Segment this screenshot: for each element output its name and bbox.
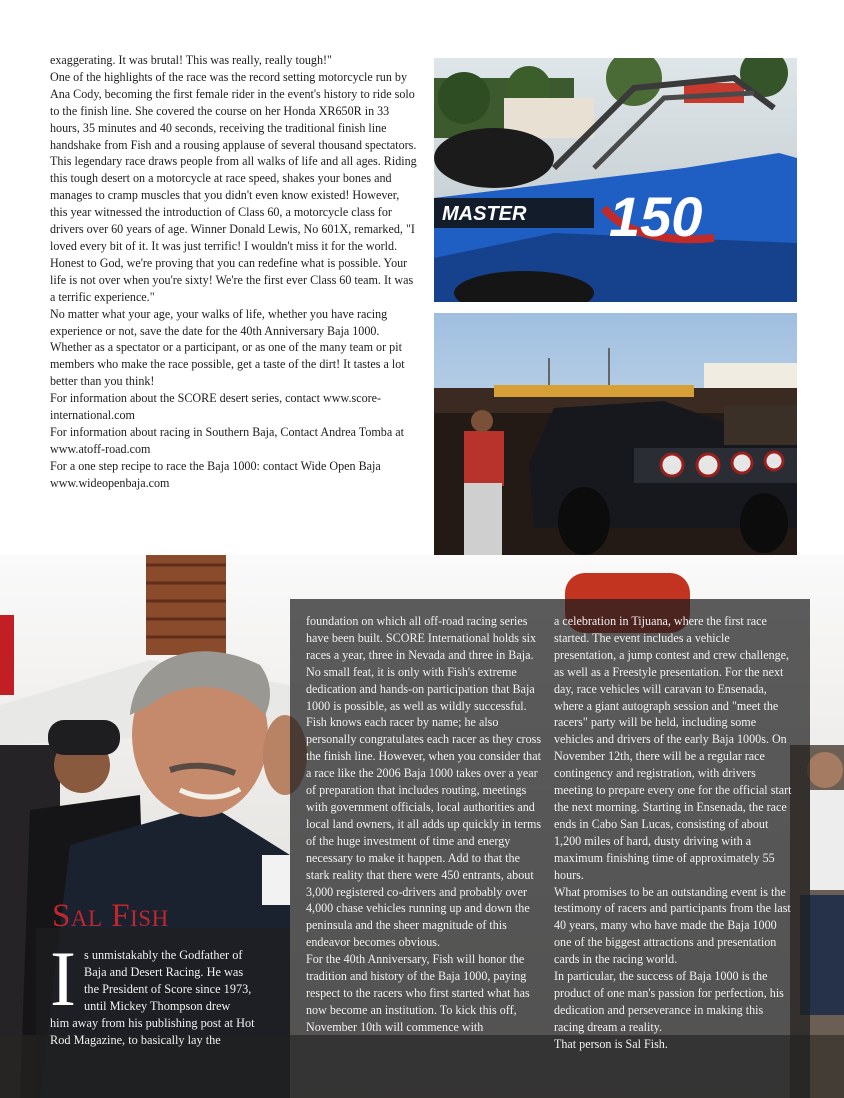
drop-cap: I [50,935,76,1022]
article-column-top [50,52,418,492]
paragraph: For information about the SCORE desert series, contact www.score-international.com [50,391,382,423]
paragraph: No matter what your age, your walks of life, whether you have racing experience or not, save the date for the 40th Anniversary Baja 1000. Whether as a spectator or a participant, or as one of the many team or pit members who make the race possible, get a taste of the dirt! It tastes a lot better than you think! [50,306,405,389]
intro-line: s unmistakably the Godfather of [84,948,243,962]
intro-rest: him away from his publishing post at Hot Rod Magazine, to basically lay the [50,1015,255,1047]
paragraph: foundation on which all off-road racing series have been built. SCORE International holds six races a year, three in Nevada and three in Baja. No small feat, it is only with Fish's extreme dedication and hands-on participation that Baja 1000 is possible, as well as wildly successful. Fish knows each racer by name; he also personally congratulates each racer as they cross the finish line. However, when you consider that a race like the 2006 Baja 1000 takes over a year of preparation that includes routing, meetings with government officials, local authorities and local land owners, it all adds up quickly in terms of the huge investment of time and energy necessary to make it happen. Add to that the stark reality that there were 450 entrants, about 3,000 registered co-drivers and probably over 4,000 chase vehicles running up and down the peninsula and the sheer magnitude of this endeavor becomes obvious. [306,614,542,950]
intro-line: the President of Score since 1973, [84,981,252,996]
profile-title: Sal Fish [52,898,169,934]
article-column-right [554,613,794,1053]
truck-livery-text: MASTER [442,203,527,225]
paragraph: This legendary race draws people from all walks of life and all ages. Riding this tough desert on a motorcycle at race speed, shakes your bones and manages to cramp muscles that you didn't even know existed! However, this year witnessed the introduction of Class 60, a motorcycle class for drivers over 60 years of age. Winner Donald Lewis, No 601X, remarked, "I loved every bit of it. It was just terrific! I wouldn't miss it for the world. Honest to God, we're proving that you can redefine what is possible. Your life is not over when you're sixty! We're the first ever Class 60 team. It was a terrific experience." [50,154,417,304]
article-column-left [306,613,542,1036]
paragraph: a celebration in Tijuana, where the first race started. The event includes a vehicle presentation, a jump contest and crew challenge, as well as a Freestyle presentation. For the next day, race vehicles will caravan to Ensenada, where a giant autograph session and "meet the racers" party will be held, including some vehicles and drivers of the early Baja 1000s. On November 12th, there will be a regular race contingency and registration, with drivers meeting to prepare every one for the official start the next morning. Starting in Ensenada, the race ends in Cabo San Lucas, consisting of about 1,200 miles of hard, dusty driving with a maximum finishing time of approximately 55 hours. [554,614,792,882]
intro-line: until Mickey Thompson drew [84,998,231,1013]
paragraph: For a one step recipe to race the Baja 1000: contact Wide Open Baja www.wideopenbaja.com [50,458,381,490]
paragraph: For the 40th Anniversary, Fish will honor the tradition and history of the Baja 1000, paying respect to the racers who first started what has now become an institution. To kick this off, November 10th will commence with [306,952,530,1034]
truck-number: 150 [609,185,703,248]
paragraph: What promises to be an outstanding event is the testimony of racers and participants from the last 40 years, many who have made the Baja 1000 one of the biggest attractions and presentation cards in the racing world. [554,884,791,967]
intro-line: Baja and Desert Racing. He was [84,964,244,979]
race-truck-photo [434,58,797,302]
paragraph: For information about racing in Southern Baja, Contact Andrea Tomba at www.atoff-road.com [50,424,404,456]
paragraph: One of the highlights of the race was the record setting motorcycle run by Ana Cody, becoming the first female rider in the event's history to ride solo to the finish line. She covered the course on her Honda XR650R in 33 hours, 35 minutes and 40 seconds, receiving the traditional finish line handshake from Fish and a rousing applause of several thousand spectators. [50,69,417,152]
paragraph: That person is Sal Fish. [554,1036,668,1051]
profile-intro [50,947,276,1048]
paragraph: In particular, the success of Baja 1000 is the product of one man's passion for perfection, his dedication and perseverance in making this racing dream a reality. [554,969,784,1034]
paragraph: exaggerating. It was brutal! This was really, really tough!" [50,53,332,67]
crowd-race-truck-photo [434,313,797,555]
